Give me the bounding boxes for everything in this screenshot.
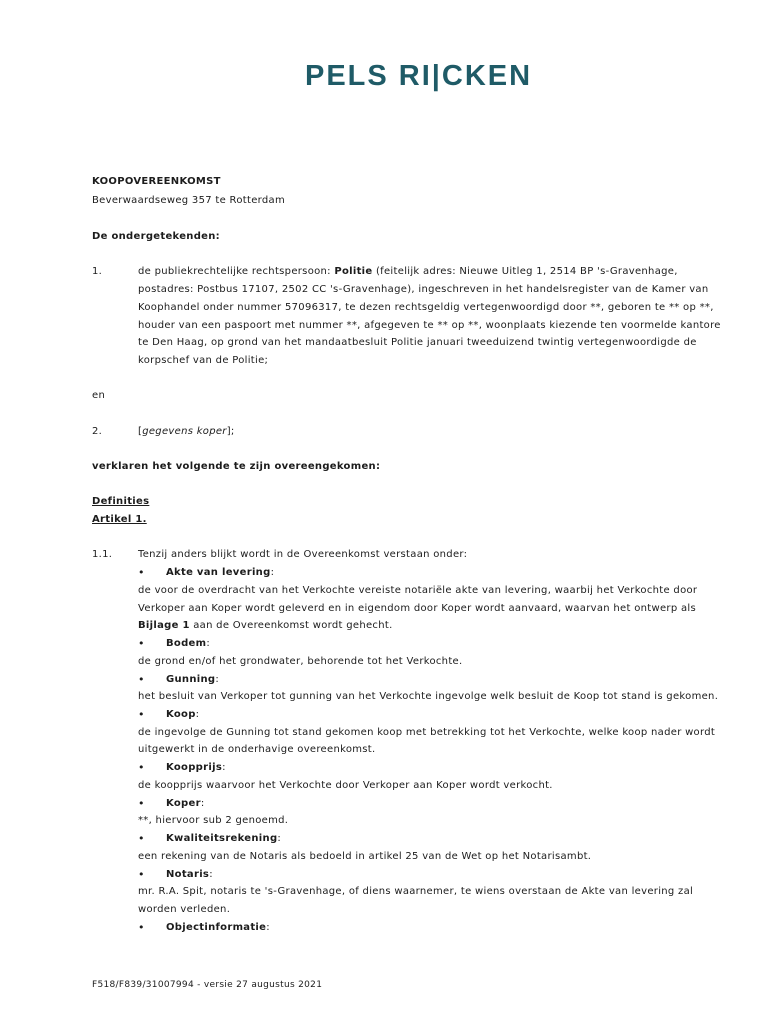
undersigned-heading: De ondergetekenden: [92, 231, 220, 242]
term-objectinformatie [166, 922, 270, 933]
party-2-number: 2. [92, 426, 103, 437]
party-1-address: (feitelijk adres: Nieuwe Uitleg 1, 2514 BP 's-Gravenhage, [372, 266, 678, 277]
def-akte-line-1: de voor de overdracht van het Verkochte vereiste notariële akte van levering, waarbij het Verkochte door [138, 585, 698, 596]
party-1-line-1 [138, 266, 678, 277]
def-koop-line-2: uitgewerkt in de onderhavige overeenkomst. [138, 744, 376, 755]
term-colon: : [277, 833, 282, 844]
bullet-icon: • [138, 637, 145, 650]
def-koper-line-1: **, hiervoor sub 2 genoemd. [138, 815, 289, 826]
term-colon: : [200, 798, 205, 809]
term-label: Kwaliteitsrekening [166, 833, 278, 844]
party-2-text: gegevens koper [142, 426, 227, 437]
def-notaris-line-2: worden verleden. [138, 904, 231, 915]
company-logo: PELS RI|CKEN [305, 60, 533, 92]
term-label: Gunning [166, 674, 216, 685]
agreement-statement: verklaren het volgende te zijn overeengekomen: [92, 461, 381, 472]
term-colon: : [209, 869, 213, 880]
clause-intro: Tenzij anders blijkt wordt in de Overeenkomst verstaan onder: [138, 549, 468, 560]
conjunction-en: en [92, 390, 106, 401]
party-1-name: Politie [334, 266, 373, 277]
term-colon: : [270, 567, 275, 578]
party-1-line-4: houder van een paspoort met nummer **, afgegeven te ** op **, woonplaats kiezende ten voormelde kantore [138, 320, 721, 331]
party-1-prefix: de publiekrechtelijke rechtspersoon: [138, 266, 335, 277]
party-1-line-3: Koophandel onder nummer 57096317, te dezen rechtsgeldig vertegenwoordigd door **, geboren te ** op **, [138, 302, 714, 313]
bullet-icon: • [138, 708, 145, 721]
term-koop [166, 709, 199, 720]
page-footer: F518/F839/31007994 - versie 27 augustus 2021 [92, 980, 323, 990]
def-koopprijs-line-1: de koopprijs waarvoor het Verkochte door Verkoper aan Koper wordt verkocht. [138, 780, 553, 791]
term-label: Objectinformatie [166, 922, 267, 933]
term-koopprijs [166, 762, 226, 773]
def-bodem-line-1: de grond en/of het grondwater, behorende tot het Verkochte. [138, 656, 463, 667]
term-colon: : [206, 638, 211, 649]
bullet-icon: • [138, 761, 145, 774]
bullet-icon: • [138, 832, 145, 845]
term-kwaliteitsrekening [166, 833, 281, 844]
term-akte [166, 567, 274, 578]
party-1-number: 1. [92, 266, 103, 277]
def-koop-line-1: de ingevolge de Gunning tot stand gekomen koop met betrekking tot het Verkochte, welke koop nader wordt [138, 727, 716, 738]
term-colon: : [195, 709, 200, 720]
bullet-icon: • [138, 868, 145, 881]
term-label: Koper [166, 798, 201, 809]
party-2-placeholder [138, 426, 235, 437]
bracket-open: [ [138, 426, 143, 437]
def-gunning-line-1: het besluit van Verkoper tot gunning van het Verkochte ingevolge welk besluit de Koop tot stand is gekomen. [138, 691, 719, 702]
party-1-line-6: korpschef van de Politie; [138, 355, 269, 366]
term-colon: : [222, 762, 226, 773]
term-label: Akte van levering [166, 567, 271, 578]
bullet-icon: • [138, 566, 145, 579]
term-koper [166, 798, 205, 809]
party-1-line-2: postadres: Postbus 17107, 2502 CC 's-Gravenhage), ingeschreven in het handelsregister van de Kamer van [138, 284, 709, 295]
clause-number: 1.1. [92, 549, 113, 560]
def-akte-rest: aan de Overeenkomst wordt gehecht. [189, 620, 393, 631]
term-label: Bodem [166, 638, 207, 649]
party-1-line-5: te Den Haag, op grond van het mandaatbesluit Politie januari tweeduizend twintig vertegenwoordigde de [138, 337, 697, 348]
article-1-heading: Artikel 1. [92, 514, 147, 525]
bullet-icon: • [138, 921, 145, 934]
def-notaris-line-1: mr. R.A. Spit, notaris te 's-Gravenhage, of diens waarnemer, te wiens overstaan de Akte van levering zal [138, 886, 694, 897]
term-notaris [166, 869, 213, 880]
term-bodem [166, 638, 210, 649]
term-label: Notaris [166, 869, 210, 880]
document-title: KOOPOVEREENKOMST [92, 176, 221, 187]
term-colon: : [215, 674, 220, 685]
def-akte-line-3 [138, 620, 393, 631]
term-label: Koopprijs [166, 762, 223, 773]
bullet-icon: • [138, 673, 145, 686]
term-label: Koop [166, 709, 196, 720]
definitions-heading: Definities [92, 496, 150, 507]
property-address: Beverwaardseweg 357 te Rotterdam [92, 195, 286, 206]
bracket-close: ]; [226, 426, 235, 437]
term-gunning [166, 674, 219, 685]
appendix-ref: Bijlage 1 [138, 620, 190, 631]
bullet-icon: • [138, 797, 145, 810]
term-colon: : [266, 922, 270, 933]
def-kwaliteit-line-1: een rekening van de Notaris als bedoeld in artikel 25 van de Wet op het Notarisambt. [138, 851, 592, 862]
def-akte-line-2: Verkoper aan Koper wordt geleverd en in eigendom door Koper wordt aanvaard, waarvan het ontwerp als [138, 603, 696, 614]
